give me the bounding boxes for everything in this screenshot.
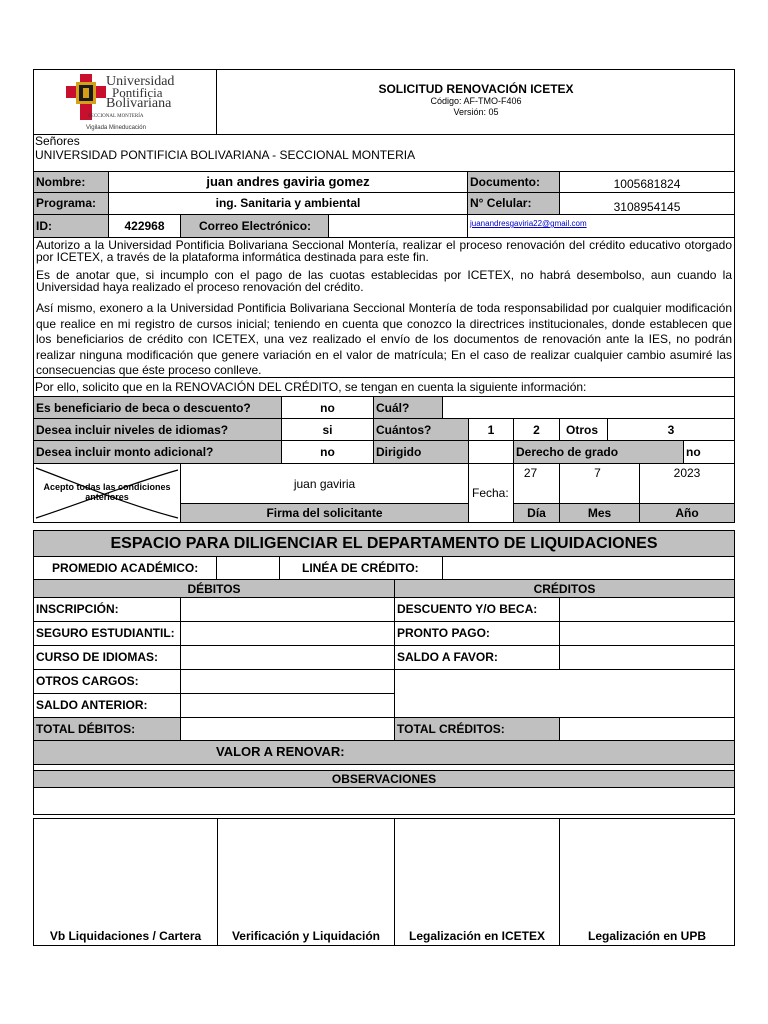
credit-line-field[interactable]	[443, 557, 734, 579]
language-course-field[interactable]	[180, 645, 395, 670]
scholarship-answer[interactable]: no	[281, 396, 374, 419]
language-level-2[interactable]: 2	[513, 418, 560, 441]
average-label: PROMEDIO ACADÉMICO:	[52, 561, 199, 575]
request-line: Por ello, solicito que en la RENOVACIÓN DEL CRÉDITO, se tengan en cuenta la siguiente información:	[35, 380, 587, 394]
year-field[interactable]: 2023	[639, 463, 735, 504]
day-label: Día	[513, 503, 560, 523]
approval-box-liquidaciones	[33, 818, 218, 946]
authorization-paragraph-1: Autorizo a la Universidad Pontificia Bolivariana Seccional Montería, realizar el proceso renovación del crédito educativo otorgado por ICETEX, a través de la plataforma informática destinada para este fin.	[36, 238, 732, 264]
which-label: Cuál?	[373, 396, 443, 419]
credits-header: CRÉDITOS	[394, 579, 735, 598]
email-cell	[328, 214, 468, 238]
directed-field[interactable]	[468, 440, 514, 464]
observations-field[interactable]	[33, 787, 735, 815]
total-credits-field[interactable]	[559, 717, 735, 741]
form-title: SOLICITUD RENOVACIÓN ICETEX	[378, 82, 574, 96]
name-label: Nombre:	[33, 171, 109, 193]
approval-box-verificacion	[217, 818, 395, 946]
program-field[interactable]: ing. Sanitaria y ambiental	[108, 192, 468, 215]
id-label: ID:	[33, 214, 109, 238]
year-label: Año	[639, 503, 735, 523]
other-charges-label: OTROS CARGOS:	[33, 669, 181, 694]
form-code: Código: AF-TMO-F406	[430, 96, 522, 106]
degree-fee-label: Derecho de grado	[513, 440, 684, 464]
renew-value-row	[33, 740, 735, 765]
form-title-block	[217, 82, 735, 118]
total-credits-label: TOTAL CRÉDITOS:	[394, 717, 560, 741]
approval-label-liquidaciones: Vb Liquidaciones / Cartera	[49, 929, 202, 943]
languages-answer[interactable]: si	[281, 418, 374, 441]
approval-label-icetex: Legalización en ICETEX	[408, 929, 546, 943]
approval-box-upb	[559, 818, 735, 946]
extra-amount-answer[interactable]: no	[281, 440, 374, 464]
name-field[interactable]: juan andres gaviria gomez	[108, 171, 468, 193]
observations-label: OBSERVACIONES	[33, 770, 735, 788]
prompt-payment-label: PRONTO PAGO:	[394, 621, 560, 646]
credit-line-label: LINÉA DE CRÉDITO:	[302, 561, 419, 575]
discount-field[interactable]	[559, 597, 735, 622]
debits-header: DÉBITOS	[33, 579, 395, 598]
email-label: Correo Electrónico:	[180, 214, 329, 238]
logo-name-line3: Bolivariana	[106, 96, 172, 111]
credit-balance-field[interactable]	[559, 645, 735, 670]
which-field[interactable]	[442, 396, 735, 419]
approval-box-icetex	[394, 818, 560, 946]
authorization-paragraph-3: Así mismo, exonero a la Universidad Pontificia Bolivariana Seccional Montería de toda responsabilidad por cualquier modificación que realice en mi registro de cursos inicial; teniendo en cuenta que conozco la directrices institucionales, donde establecen que los beneficiarios de crédito con ICETEX, una vez realizado el envío de los documentos de renovación ante la IES, no podrán realizar ninguna modificación que genere variación en el valor de matrícula; En el caso de realizar cualquier cambio asumiré las consecuencias que éste proceso conlleve.	[36, 301, 732, 377]
month-label: Mes	[559, 503, 640, 523]
document-field[interactable]: 1005681824	[559, 171, 735, 193]
institution-name: UNIVERSIDAD PONTIFICIA BOLIVARIANA - SECCIONAL MONTERIA	[35, 148, 416, 162]
approval-label-upb: Legalización en UPB	[587, 929, 707, 943]
scholarship-question: Es beneficiario de beca o descuento?	[33, 396, 282, 419]
liquidation-section-title: ESPACIO PARA DILIGENCIAR EL DEPARTAMENTO DE LIQUIDACIONES	[33, 530, 735, 557]
signature-label: Firma del solicitante	[180, 503, 469, 523]
logo-seccional: SECCIONAL MONTERÍA	[88, 114, 144, 119]
extra-amount-question: Desea incluir monto adicional?	[33, 440, 282, 464]
other-charges-field[interactable]	[180, 669, 395, 694]
others-label: Otros	[559, 418, 608, 441]
insurance-field[interactable]	[180, 621, 395, 646]
signer-name[interactable]: juan gaviria	[293, 477, 356, 491]
logo-name-line1: Universidad	[106, 74, 175, 89]
month-field[interactable]: 7	[559, 463, 640, 504]
others-field[interactable]: 3	[607, 418, 735, 441]
program-label: Programa:	[33, 192, 109, 215]
languages-question: Desea incluir niveles de idiomas?	[33, 418, 282, 441]
email-field[interactable]: juanandresgaviria22@gmail.com	[470, 219, 587, 228]
previous-balance-field[interactable]	[180, 693, 395, 718]
discount-label: DESCUENTO Y/O BECA:	[394, 597, 560, 622]
language-level-1[interactable]: 1	[468, 418, 514, 441]
credits-blank-area	[394, 669, 735, 718]
authorization-paragraph-2: Es de anotar que, si incumplo con el pago de las cuotas establecidas por ICETEX, no habrá desembolso, aun cuando la Universidad haya realizado el proceso renovación del crédito.	[36, 268, 732, 294]
day-field[interactable]: 27	[513, 463, 560, 504]
phone-label: N° Celular:	[467, 192, 560, 215]
total-debits-field[interactable]	[180, 717, 395, 741]
degree-fee-field[interactable]: no	[683, 440, 735, 464]
directed-label: Dirigido	[373, 440, 469, 464]
insurance-label: SEGURO ESTUDIANTIL:	[33, 621, 181, 646]
inscription-field[interactable]	[180, 597, 395, 622]
previous-balance-label: SALDO ANTERIOR:	[33, 693, 181, 718]
form-version: Versión: 05	[453, 107, 499, 117]
average-field[interactable]	[216, 556, 280, 580]
document-label: Documento:	[467, 171, 560, 193]
renew-value-label: VALOR A RENOVAR:	[216, 744, 345, 759]
date-label: Fecha:	[472, 486, 509, 500]
logo-vigilada: Vigilada Mineducación	[86, 125, 146, 131]
id-field[interactable]: 422968	[108, 214, 181, 238]
phone-field[interactable]: 3108954145	[559, 192, 735, 215]
credit-balance-label: SALDO A FAVOR:	[394, 645, 560, 670]
inscription-label: INSCRIPCIÓN:	[33, 597, 181, 622]
salutation: Señores	[35, 134, 80, 148]
how-many-label: Cuántos?	[373, 418, 469, 441]
total-debits-label: TOTAL DÉBITOS:	[33, 717, 181, 741]
accept-conditions-text: Acepto todas las condiciones anteriores	[43, 482, 171, 502]
prompt-payment-field[interactable]	[559, 621, 735, 646]
approval-label-verificacion: Verificación y Liquidación	[231, 929, 381, 943]
university-logo	[60, 72, 210, 134]
language-course-label: CURSO DE IDIOMAS:	[33, 645, 181, 670]
logo-name-line2: Pontificia	[112, 85, 163, 100]
